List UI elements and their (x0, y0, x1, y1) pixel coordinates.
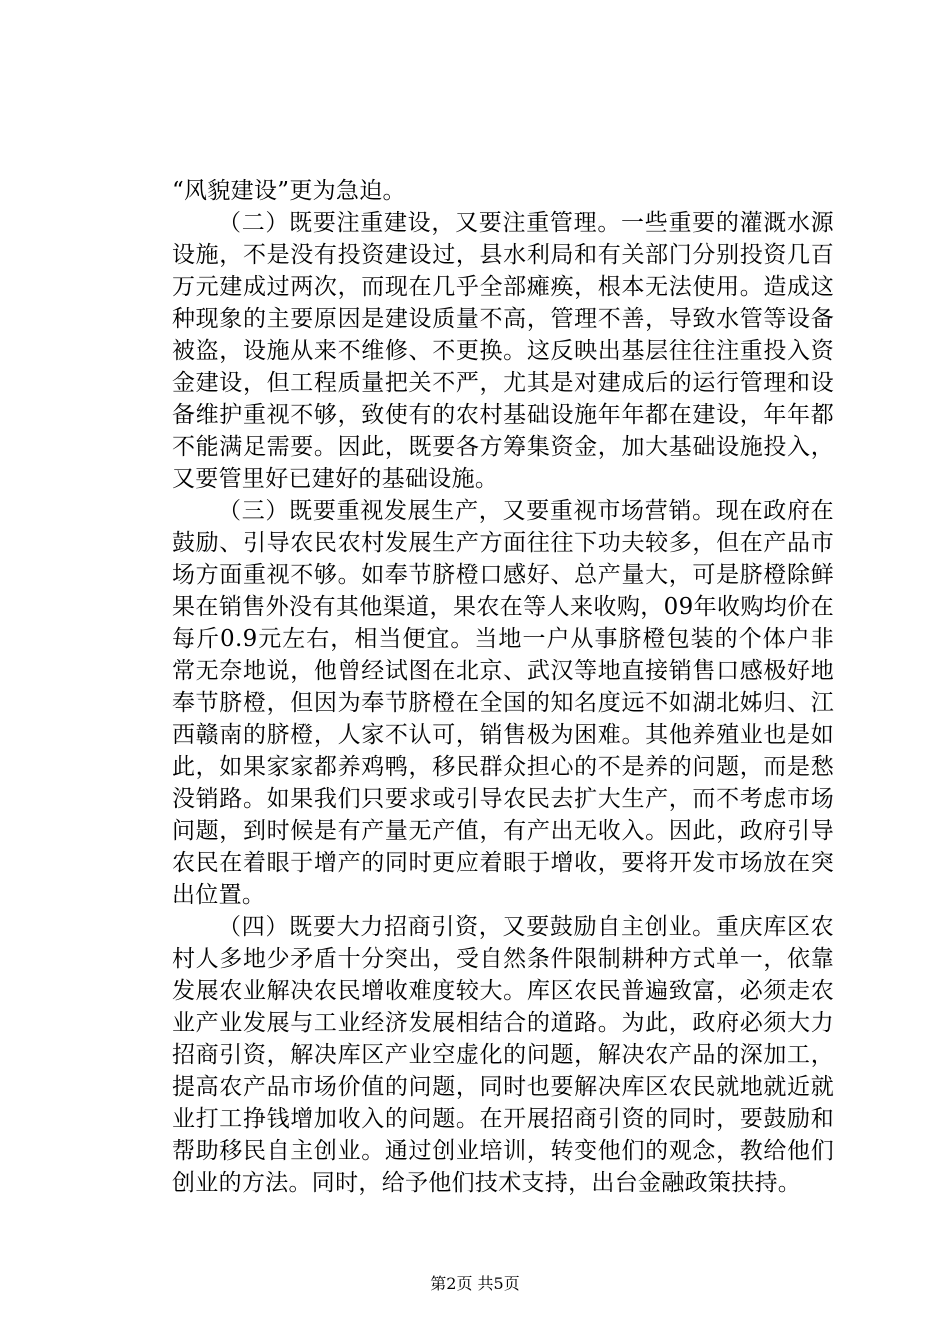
paragraph-section-2: （二）既要注重建设，又要注重管理。一些重要的灌溉水源设施，不是没有投资建设过，县水利局和有关部门分别投资几百万元建成过两次，而现在几乎全部瘫痪，根本无法使用。造成这种现象的主要原因是建设质量不高，管理不善，导致水管等设备被盗，设施从来不维修、不更换。这反映出基层往往注重投入资金建设，但工程质量把关不严，尤其是对建成后的运行管理和设备维护重视不够，致使有的农村基础设施年年都在建设，年年都不能满足需要。因此，既要各方筹集资金，加大基础设施投入，又要管里好已建好的基础设施。 (172, 210, 834, 492)
page-footer (0, 1274, 950, 1294)
document-body (172, 175, 834, 1199)
paragraph-section-4: （四）既要大力招商引资，又要鼓励自主创业。重庆库区农村人多地少矛盾十分突出，受自然条件限制耕种方式单一，依靠发展农业解决农民增收难度较大。库区农民普遍致富，必须走农业产业发展与工业经济发展相结合的道路。为此，政府必须大力招商引资，解决库区产业空虚化的问题，解决农产品的深加工，提高农产品市场价值的问题，同时也要解决库区农民就地就近就业打工挣钱增加收入的问题。在开展招商引资的同时，要鼓励和帮助移民自主创业。通过创业培训，转变他们的观念，教给他们创业的方法。同时，给予他们技术支持，出台金融政策扶持。 (172, 914, 834, 1196)
page-number-label: 第2页 共5页 (430, 1274, 520, 1293)
paragraph-continuation: “风貌建设”更为急迫。 (172, 178, 406, 204)
paragraph-section-3: （三）既要重视发展生产，又要重视市场营销。现在政府在鼓励、引导农民农村发展生产方面往往下功夫较多，但在产品市场方面重视不够。如奉节脐橙口感好、总产量大，可是脐橙除鲜果在销售外没有其他渠道，果农在等人来收购，09年收购均价在每斤0.9元左右，相当便宜。当地一户从事脐橙包装的个体户非常无奈地说，他曾经试图在北京、武汉等地直接销售口感极好地奉节脐橙，但因为奉节脐橙在全国的知名度远不如湖北姊归、江西赣南的脐橙，人家不认可，销售极为困难。其他养殖业也是如此，如果家家都养鸡鸭，移民群众担心的不是养的问题，而是愁没销路。如果我们只要求或引导农民去扩大生产，而不考虑市场问题，到时候是有产量无产值，有产出无收入。因此，政府引导农民在着眼于增产的同时更应着眼于增收，要将开发市场放在突出位置。 (172, 498, 834, 908)
